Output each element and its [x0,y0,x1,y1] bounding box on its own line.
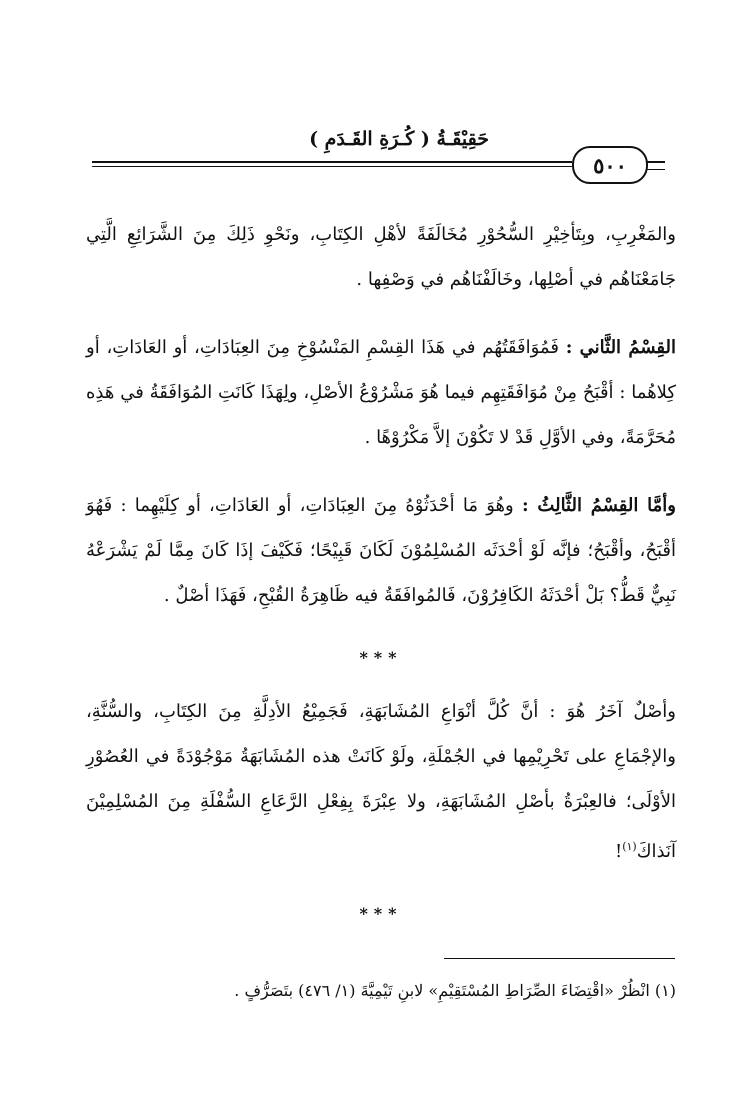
main-text [86,212,676,945]
section-divider-stars-2: *** [359,904,403,923]
page-number-badge [572,146,648,184]
section-divider-stars: *** [359,648,403,667]
running-header-title: حَقِيْقَـةُ ( كُـرَةِ القَـدَمِ ) [309,128,489,150]
footnote-reference[interactable]: (١) [622,840,637,853]
footnote-rule [444,958,675,959]
paragraph-4 [86,689,676,874]
paragraph-3 [86,483,676,618]
header-rule-thick [92,161,572,163]
paragraph-2-text: فَمُوَافَقَتُهُم في هَذَا القِسْمِ المَنْسُوْخِ مِنَ العِبَادَاتِ، أو العَادَاتِ، أو كِلاهُما : أقْبَحُ مِنْ مُوَافَقَتِهِم فيما هُوَ مَشْرُوْعُ الأصْلِ، ولِهَذَا كَانَتِ المُوَافَقَةُ في هَذِه مُحَرَّمَةً، وفي الأوَّلِ قَدْ لا تَكُوْنَ إلاَّ مَكْرُوْهًا . [86,337,676,448]
page-number: ٥٠٠ [593,152,627,178]
header-rule-thin [92,166,572,167]
section-heading-third: وأمَّا القِسْمُ الثَّالِثُ : [521,495,676,516]
footnote: (١) انْظُرْ «اقْتِضَاءَ الصِّرَاطِ المُسْتَقِيْمِ» لابنِ تَيْمِيَّةَ (١/ ٤٧٦) بتَصَرُّفٍ . [234,981,676,1000]
section-heading-second: القِسْمُ الثَّاني : [565,337,676,358]
paragraph-4-text: وأصْلٌ آخَرُ هُوَ : أنَّ كُلَّ أنْوَاعِ المُشَابَهَةِ، فَجَمِيْعُ الأدِلَّةِ مِنَ الكِتَابِ، والسُّنَّةِ، والإجْمَاعِ على تَحْرِيْمِها في الجُمْلَةِ، ولَوْ كَانَتْ هذه المُشَابَهَةُ مَوْجُوْدَةً في العُصُوْرِ الأوْلَى؛ فالعِبْرَةُ بأصْلِ المُشَابَهَةِ، ولا عِبْرَةَ بِفِعْلِ الرَّعَاعِ السُّفْلَةِ مِنَ المُسْلِمِيْنَ آنَذاكَ [86,701,676,862]
paragraph-2 [86,325,676,460]
paragraph-4-end: ! [614,841,623,862]
paragraph-1: والمَغْرِبِ، وبِتَأخِيْرِ السُّحُوْرِ مُخَالَفَةً لأهْلِ الكِتَابِ، ونَحْوِ ذَلِكَ مِنَ الشَّرَائِعِ الَّتِي جَامَعْنَاهُم في أصْلِها، وخَالَفْنَاهُم في وَصْفِها . [86,224,676,290]
paragraph-3-text: وهُوَ مَا أحْدَثُوْهُ مِنَ العِبَادَاتِ، أو العَادَاتِ، أو كِلَيْهِما : فَهُوَ أقْبَحُ، وأقْبَحُ؛ فإنَّه لَوْ أحْدَثَه المُسْلِمُوْنَ لَكَانَ قَبِيْحًا؛ فَكَيْفَ إذَا كَانَ مِمَّا لَمْ يَشْرَعْهُ نَبِيٌّ قَطُّ؟ بَلْ أحْدَثَهُ الكَافِرُوْنَ، فَالمُوافَقَةُ فيه ظَاهِرَةُ القُبْحِ، فَهَذَا أصْلٌ . [86,495,676,606]
header-rule-end [645,161,665,170]
